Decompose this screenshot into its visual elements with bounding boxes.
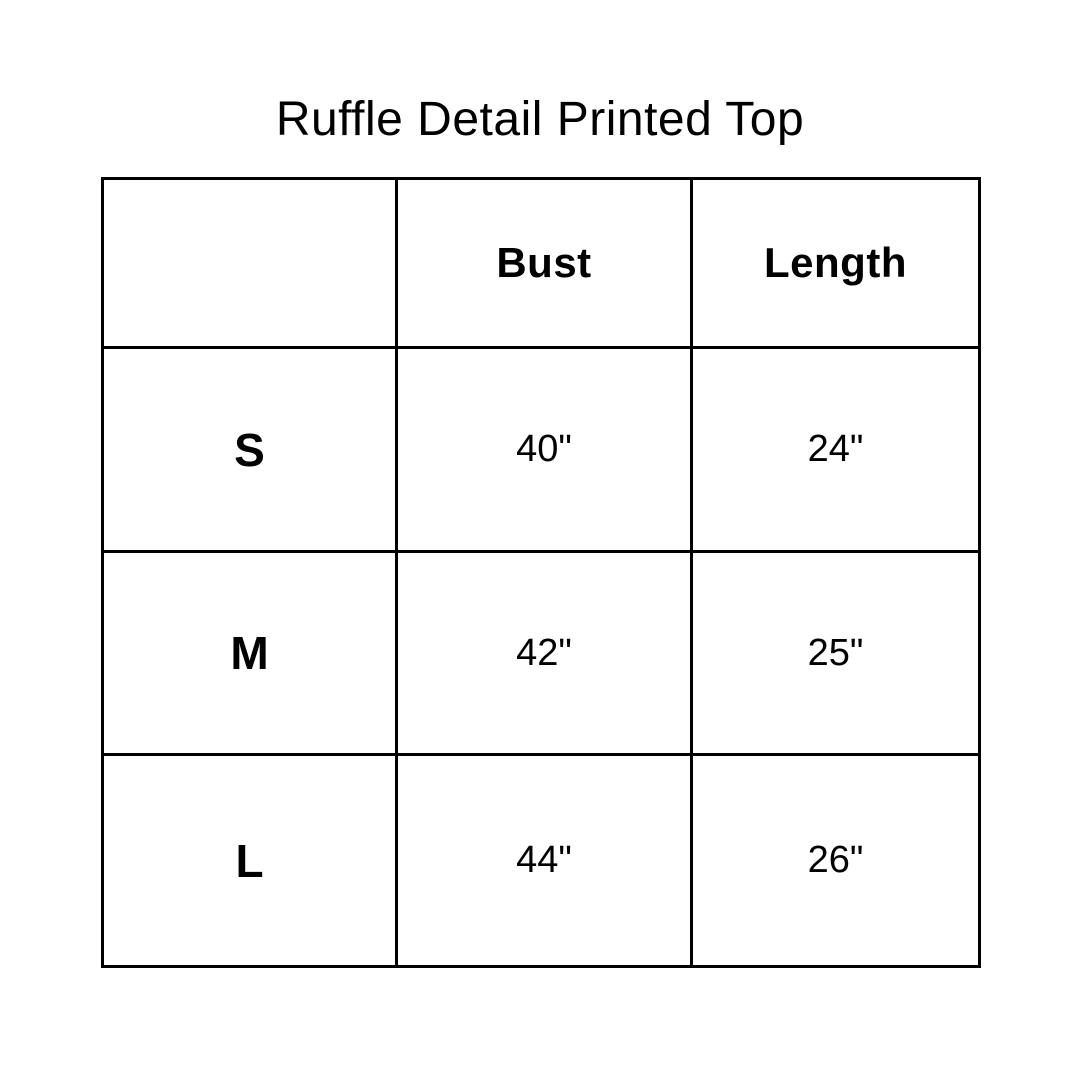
bust-value-l: 44" [397,755,692,967]
size-label-l: L [103,755,397,967]
table-row-s [103,348,980,552]
header-cell-bust: Bust [397,179,692,348]
length-value-s: 24" [692,348,980,552]
size-chart-table [101,177,981,968]
bust-value-s: 40" [397,348,692,552]
header-cell-empty [103,179,397,348]
bust-value-m: 42" [397,552,692,755]
size-label-s: S [103,348,397,552]
table-row-m [103,552,980,755]
table-header-row [103,179,980,348]
page-title: Ruffle Detail Printed Top [275,93,805,146]
size-label-m: M [103,552,397,755]
header-cell-length: Length [692,179,980,348]
length-value-m: 25" [692,552,980,755]
table-row-l [103,755,980,967]
length-value-l: 26" [692,755,980,967]
